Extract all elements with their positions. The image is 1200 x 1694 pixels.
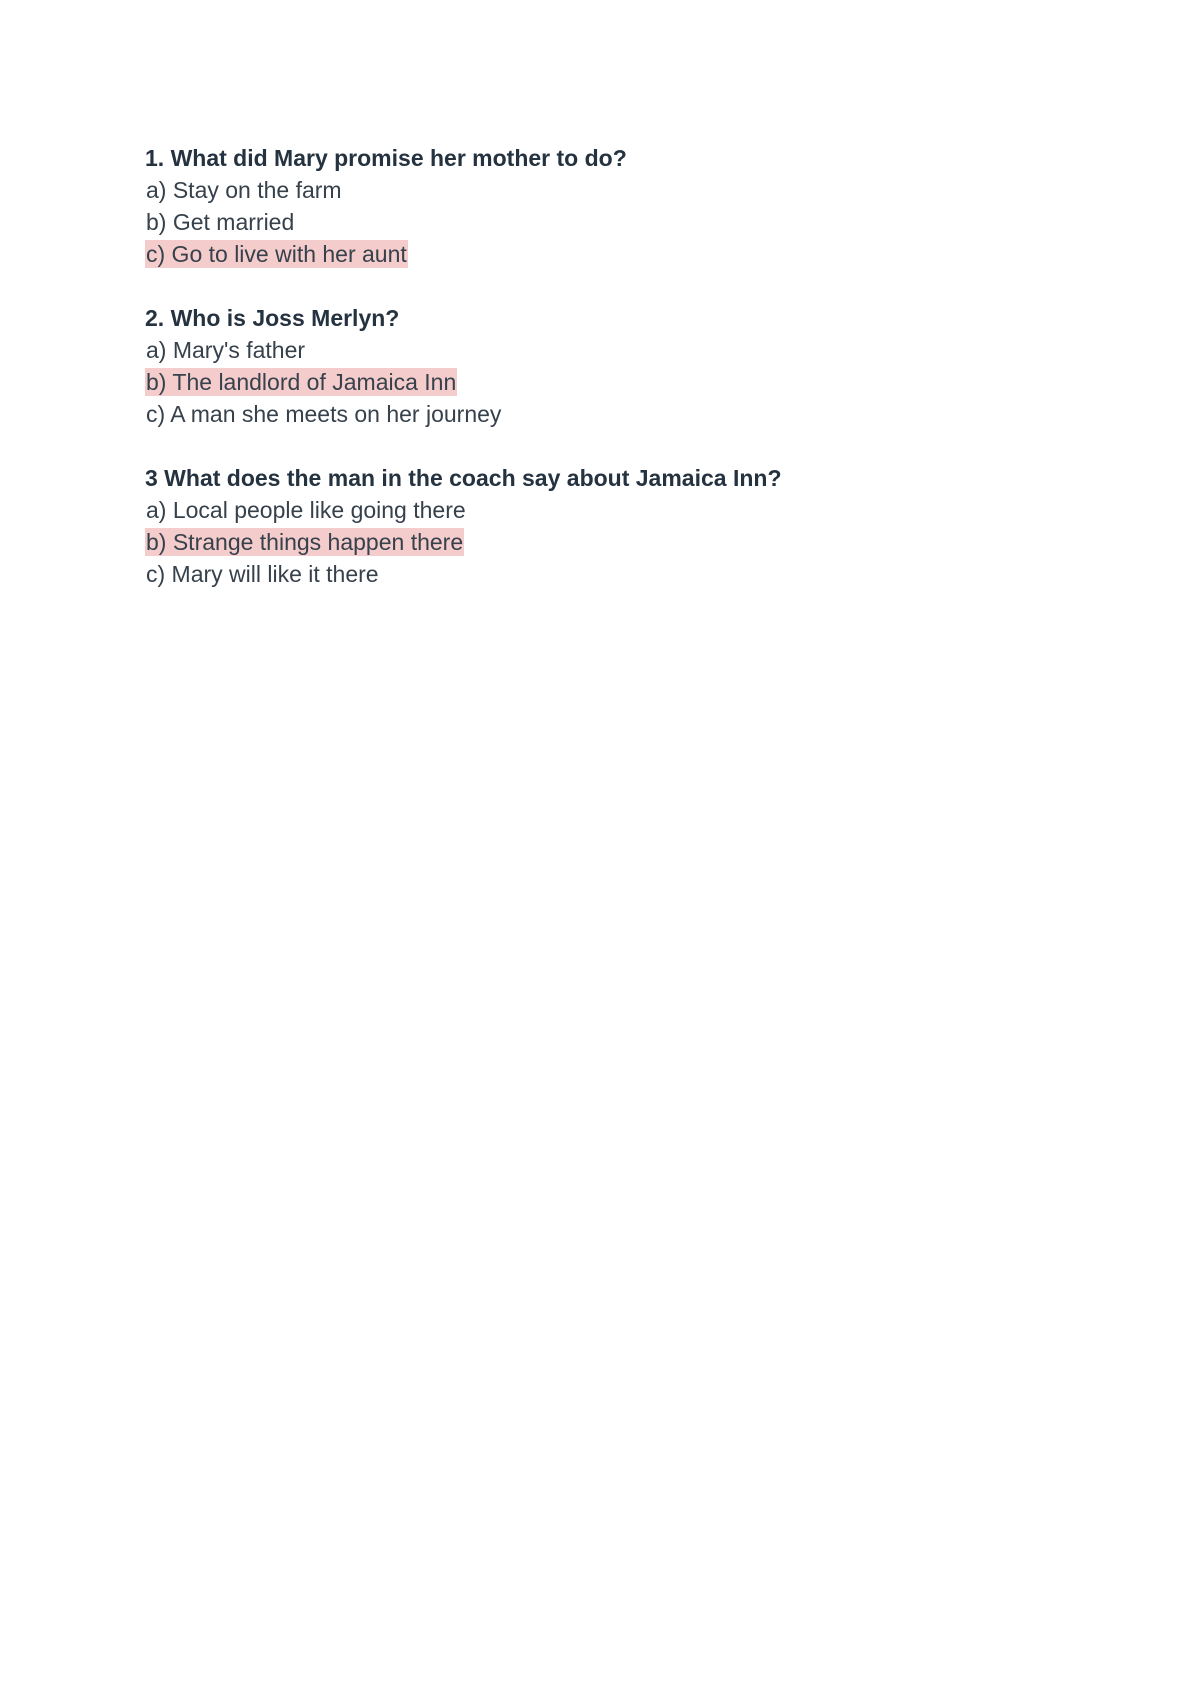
question-1-option-b <box>145 206 1045 238</box>
option-text: a) Stay on the farm <box>146 177 342 203</box>
question-2-option-b-highlighted <box>145 366 1045 398</box>
question-3-option-c <box>145 558 1045 590</box>
question-2: 2. Who is Joss Merlyn? <box>145 305 400 331</box>
option-text: c) Mary will like it there <box>146 561 379 587</box>
question-block-1 <box>145 142 1045 270</box>
question-block-2 <box>145 302 1045 430</box>
question-3-option-a <box>145 494 1045 526</box>
option-text: a) Mary's father <box>146 337 306 363</box>
question-3-option-b-highlighted <box>145 526 1045 558</box>
option-text: c) A man she meets on her journey <box>146 401 502 427</box>
question-2-option-a <box>145 334 1045 366</box>
question-2-option-c <box>145 398 1045 430</box>
question-1: 1. What did Mary promise her mother to do? <box>145 145 627 171</box>
question-3: 3 What does the man in the coach say about Jamaica Inn? <box>145 465 782 491</box>
quiz <box>145 142 1045 622</box>
highlighted-answer: c) Go to live with her aunt <box>146 241 407 267</box>
highlighted-answer: b) Strange things happen there <box>146 529 464 555</box>
question-1-option-c-highlighted <box>145 238 1045 270</box>
question-1-option-a <box>145 174 1045 206</box>
option-text: a) Local people like going there <box>146 497 466 523</box>
question-block-3 <box>145 462 1045 590</box>
option-text: b) Get married <box>146 209 295 235</box>
highlighted-answer: b) The landlord of Jamaica Inn <box>146 369 457 395</box>
